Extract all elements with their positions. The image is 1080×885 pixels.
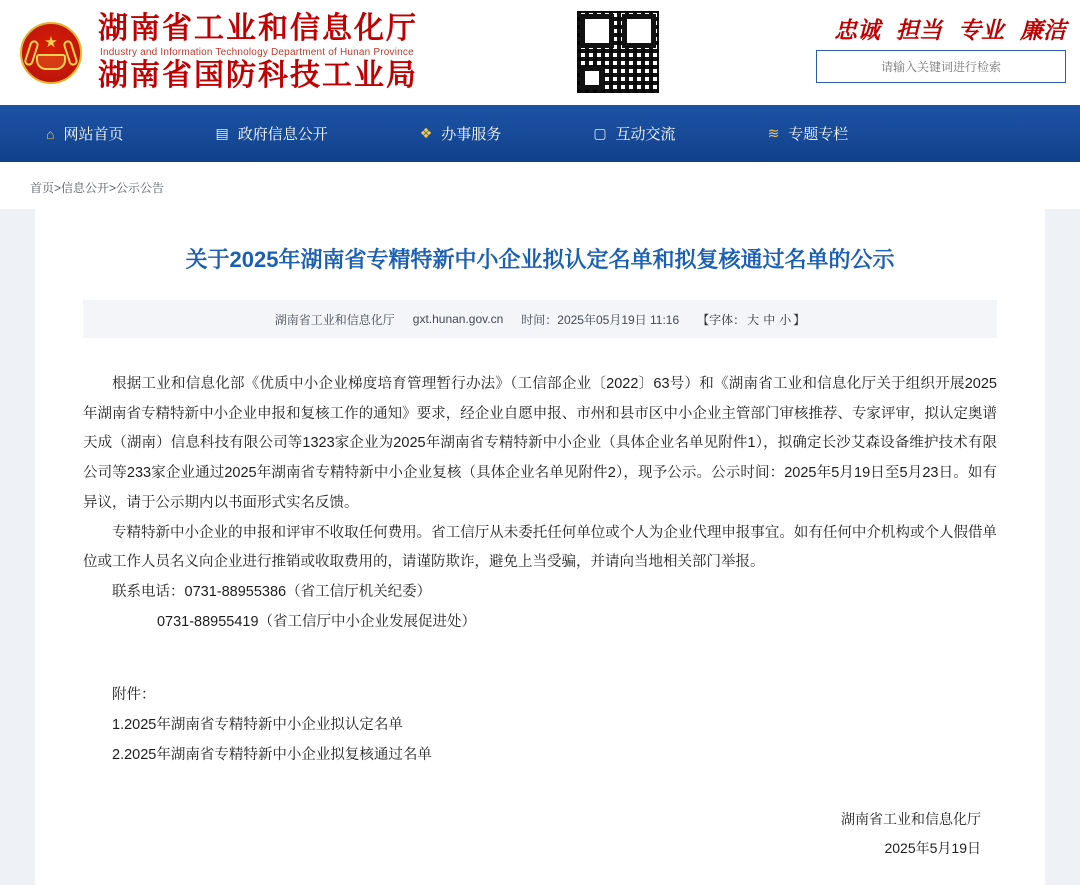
slogan-word-4: 廉洁 — [1020, 18, 1066, 43]
nav-label-home: 网站首页 — [63, 126, 124, 143]
main-navigation[interactable] — [0, 105, 1080, 162]
font-size-label: 【字体： — [697, 312, 746, 327]
service-icon: ❖ — [419, 125, 433, 141]
emblem-star: ★ — [44, 33, 58, 51]
org-title-cn-secondary: 湖南省国防科技工业局 — [98, 59, 418, 93]
article-domain: gxt.hunan.gov.cn — [412, 312, 504, 326]
font-size-small-button[interactable]: 小 — [779, 312, 792, 327]
search-box[interactable] — [816, 50, 1066, 83]
nav-label-topics: 专题专栏 — [788, 126, 849, 143]
slogan-word-3: 专业 — [958, 18, 1004, 43]
contact-phone-line-1: 联系电话：0731-88955386（省工信厅机关纪委） — [112, 584, 432, 601]
article-paragraph-2: 专精特新中小企业的申报和评审不收取任何费用。省工信厅从未委托任何单位或个人为企业代理申报事宜。如有任何中介机构或个人假借单位或工作人员名义向企业进行推销或收取费用的，请谨防欺诈，避免上当受骗，并请向当地相关部门举报。 — [83, 524, 997, 571]
attachment-item-2[interactable]: 2.2025年湖南省专精特新中小企业拟复核通过名单 — [112, 746, 432, 763]
nav-item-topics[interactable] — [768, 123, 849, 144]
nav-label-government-info: 政府信息公开 — [237, 126, 328, 143]
page-background — [0, 209, 1080, 885]
site-header — [0, 0, 1080, 105]
layers-icon: ≋ — [767, 125, 780, 141]
breadcrumb-bar — [0, 162, 1080, 209]
attachment-block — [83, 681, 997, 770]
attachment-item-1[interactable]: 1.2025年湖南省专精特新中小企业拟认定名单 — [112, 717, 403, 734]
article-paragraph-1: 根据工业和信息化部《优质中小企业梯度培育管理暂行办法》（工信部企业〔2022〕63号）和《湖南省工业和信息化厅关于组织开展2025年湖南省专精特新中小企业申报和复核工作的通知》要求，经企业自愿申报、市州和县市区中小企业主管部门审核推荐、专家评审，拟认定奥谱天成（湖南）信息科技有限公司等1323家企业为2025年湖南省专精特新中小企业（具体企业名单见附件1），拟确定长沙艾森设备维护技术有限公司等233家企业通过2025年湖南省专精特新中小企业复核（具体企业名单见附件2），现予公示。公示时间：2025年5月19日至5月23日。如有异议，请于公示期内以书面形式实名反馈。 — [83, 376, 997, 511]
nav-item-government-info[interactable] — [215, 123, 327, 144]
nav-item-home[interactable] — [46, 123, 123, 144]
font-size-close-bracket: 】 — [793, 312, 806, 327]
nav-label-services: 办事服务 — [441, 126, 502, 143]
chat-icon: ▢ — [593, 125, 607, 141]
org-title-cn: 湖南省工业和信息化厅 — [98, 12, 418, 46]
site-titles — [98, 13, 418, 92]
slogan-group — [834, 12, 1066, 45]
national-emblem-icon — [20, 22, 82, 84]
search-input[interactable] — [817, 51, 1065, 82]
article-source: 湖南省工业和信息化厅 — [274, 312, 395, 327]
nav-item-services[interactable] — [420, 123, 502, 144]
slogan-word-1: 忠诚 — [834, 18, 880, 43]
home-icon: ⌂ — [46, 125, 55, 142]
breadcrumb[interactable]: 首页>信息公开>公示公告 — [30, 181, 165, 195]
emblem-gate — [36, 54, 66, 70]
slogan-word-2: 担当 — [896, 18, 942, 43]
page-title: 关于2025年湖南省专精特新中小企业拟认定名单和拟复核通过名单的公示 — [185, 247, 895, 272]
qr-code-icon[interactable] — [575, 9, 661, 95]
signature-block — [83, 805, 997, 864]
nav-label-interaction: 互动交流 — [615, 126, 676, 143]
signature-org: 湖南省工业和信息化厅 — [841, 810, 981, 827]
article-meta — [83, 300, 997, 338]
font-size-medium-button[interactable]: 中 — [763, 312, 776, 327]
org-title-en: Industry and Information Technology Department of Hunan Province — [100, 46, 414, 58]
contact-phone-line-2: 0731-88955419（省工信厅中小企业发展促进处） — [156, 613, 477, 630]
attachment-label: 附件： — [112, 687, 156, 704]
signature-date: 2025年5月19日 — [884, 840, 981, 857]
body-spacer — [83, 637, 997, 681]
font-size-large-button[interactable]: 大 — [747, 312, 760, 327]
nav-item-interaction[interactable] — [593, 123, 675, 144]
document-icon: ▤ — [215, 125, 229, 141]
article-card — [35, 209, 1045, 885]
font-size-control[interactable] — [697, 311, 805, 328]
article-time: 时间：2025年05月19日 11:16 — [521, 312, 680, 327]
article-body — [83, 370, 997, 771]
